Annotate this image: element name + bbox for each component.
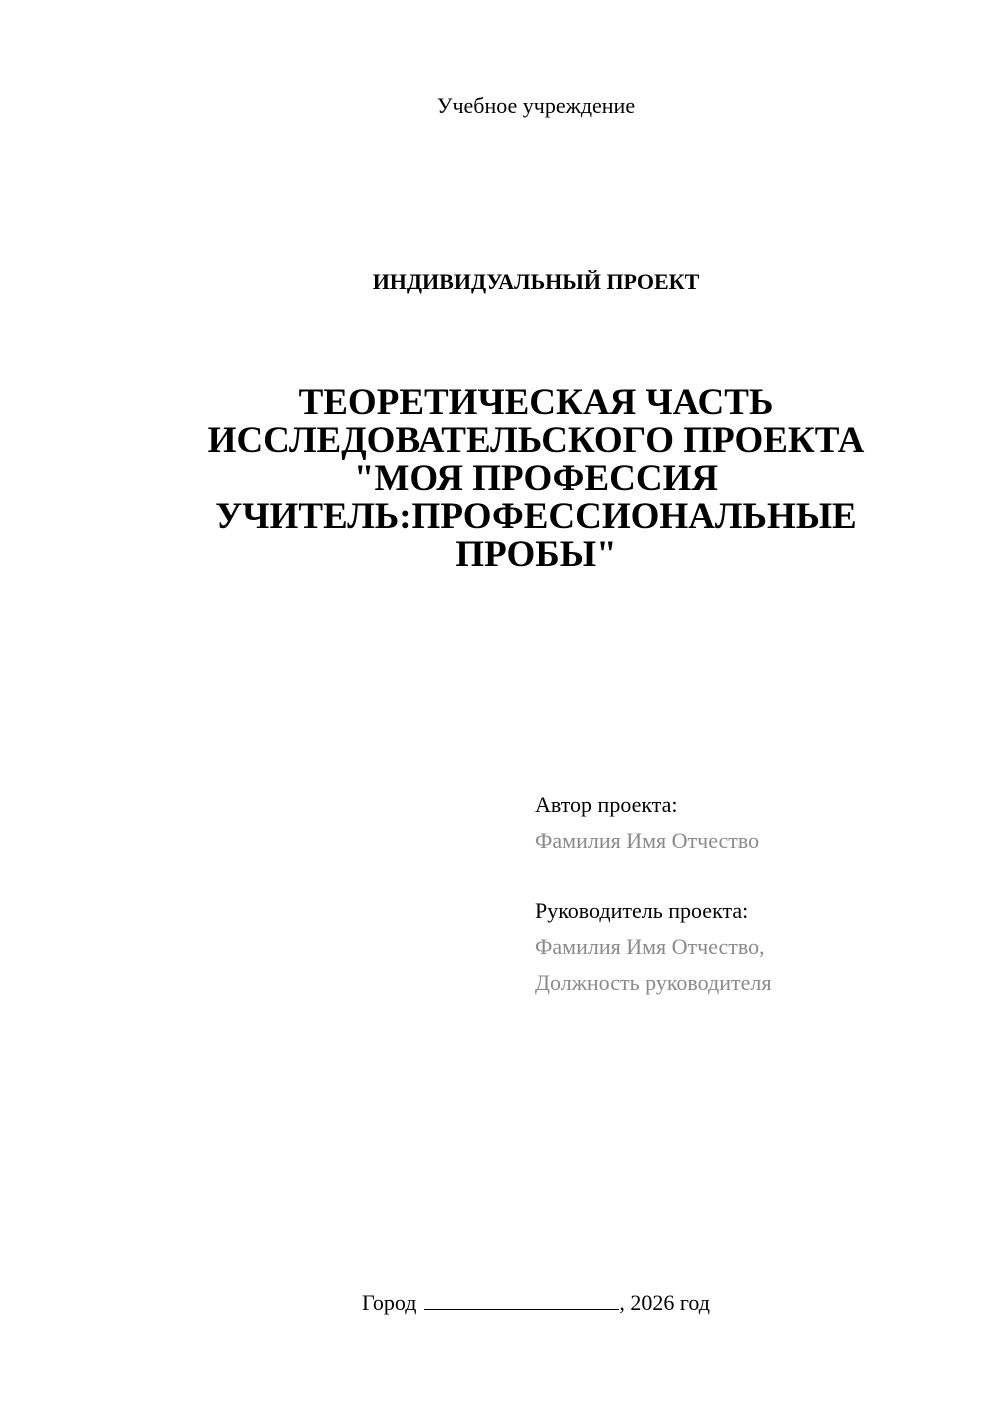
institution-name: Учебное учреждение [436, 93, 636, 118]
year-text: , 2026 год [619, 1290, 710, 1315]
document-type: ИНДИВИДУАЛЬНЫЙ ПРОЕКТ [372, 269, 700, 294]
supervisor-name-placeholder: Фамилия Имя Отчество, [535, 934, 765, 959]
city-year-line [0, 1289, 1000, 1317]
supervisor-position-placeholder: Должность руководителя [535, 970, 772, 995]
author-label: Автор проекта: [535, 792, 678, 817]
authors-block [535, 787, 975, 1001]
author-name-placeholder: Фамилия Имя Отчество [535, 828, 760, 853]
title-line: ТЕОРЕТИЧЕСКАЯ ЧАСТЬ [298, 382, 774, 423]
project-title [150, 384, 922, 574]
title-line: ПРОБЫ" [455, 534, 617, 575]
city-label: Город [362, 1290, 417, 1315]
title-line: "МОЯ ПРОФЕССИЯ [353, 458, 719, 499]
title-line: УЧИТЕЛЬ:ПРОФЕССИОНАЛЬНЫЕ [215, 496, 857, 537]
spacer [535, 859, 975, 893]
supervisor-label: Руководитель проекта: [535, 898, 749, 923]
city-blank-line [424, 1289, 619, 1310]
title-line: ИССЛЕДОВАТЕЛЬСКОГО ПРОЕКТА [207, 420, 865, 461]
